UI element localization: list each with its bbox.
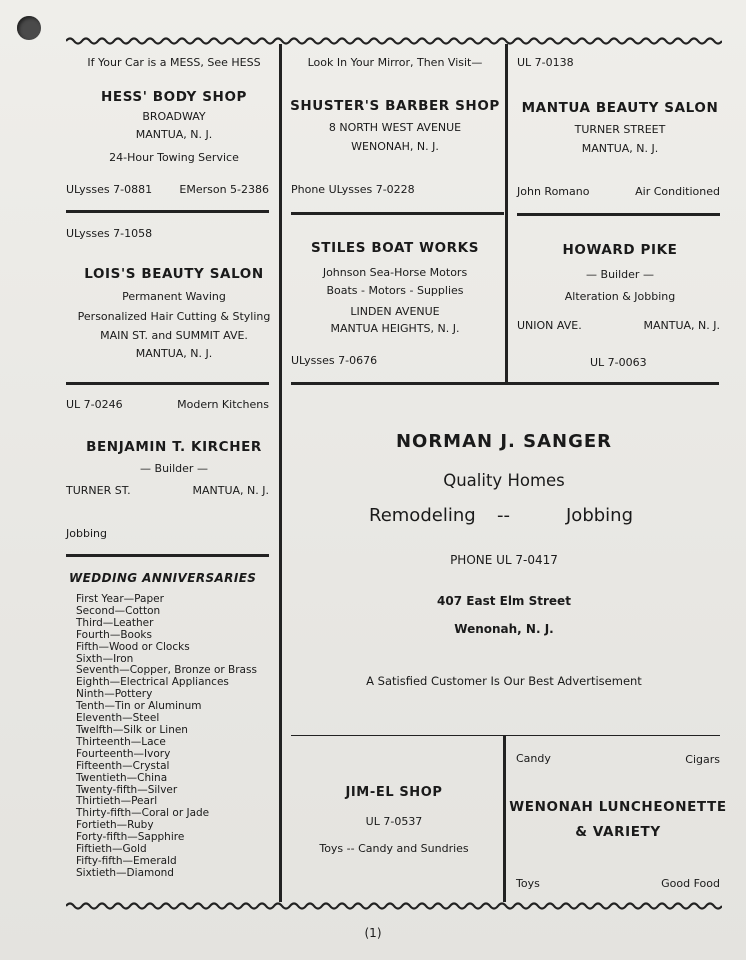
stiles-line-2: Boats - Motors - Supplies <box>326 284 464 297</box>
mantua-beauty-name: MANTUA BEAUTY SALON <box>521 100 719 116</box>
kircher-name: BENJAMIN T. KIRCHER <box>86 439 262 455</box>
stiles-phone: ULysses 7-0676 <box>291 354 378 367</box>
hess-tagline: If Your Car is a MESS, See HESS <box>87 56 261 69</box>
pike-name: HOWARD PIKE <box>562 242 678 258</box>
pike-city: MANTUA, N. J. <box>643 319 720 332</box>
shuster-city: WENONAH, N. J. <box>351 140 439 153</box>
sanger-slogan: A Satisfied Customer Is Our Best Advertisement <box>366 674 642 688</box>
anniversaries-list <box>76 594 257 880</box>
hess-phone-2: EMerson 5-2386 <box>179 183 269 196</box>
list-item: Thirteenth—Lace <box>76 735 166 748</box>
stiles-name: STILES BOAT WORKS <box>310 240 480 256</box>
list-item: Fortieth—Ruby <box>76 819 154 832</box>
mantua-beauty-owner: John Romano <box>517 185 590 198</box>
kircher-feature: Modern Kitchens <box>177 398 269 411</box>
list-item: Thirty-fifth—Coral or Jade <box>76 807 210 820</box>
luncheonette-toys: Toys <box>516 877 540 890</box>
lois-service-1: Permanent Waving <box>122 290 226 303</box>
luncheonette-good-food: Good Food <box>661 877 720 890</box>
lois-city: MANTUA, N. J. <box>135 347 213 360</box>
divider <box>66 210 269 213</box>
hess-street: BROADWAY <box>142 110 206 123</box>
sanger-address: 407 East Elm Street <box>437 594 571 608</box>
list-item: Fifteenth—Crystal <box>76 759 170 772</box>
sanger-separator: -- <box>497 505 510 526</box>
hess-name: HESS' BODY SHOP <box>100 89 248 105</box>
column-divider-right-top <box>505 44 508 384</box>
list-item: Fifty-fifth—Emerald <box>76 854 177 867</box>
pike-services: Alteration & Jobbing <box>564 290 676 303</box>
list-item: Twelfth—Silk or Linen <box>76 723 188 736</box>
mantua-beauty-street: TURNER STREET <box>574 123 666 136</box>
mantua-beauty-feature: Air Conditioned <box>635 185 720 198</box>
list-item: Eleventh—Steel <box>76 712 160 725</box>
sanger-tagline: Quality Homes <box>443 471 565 490</box>
pike-trade: — Builder — <box>586 268 654 281</box>
list-item: Ninth—Pottery <box>76 688 153 701</box>
list-item: Second—Cotton <box>76 604 161 617</box>
shuster-name: SHUSTER'S BARBER SHOP <box>290 98 500 114</box>
list-item: Sixth—Iron <box>76 652 134 665</box>
list-item: Eighth—Electrical Appliances <box>76 676 229 689</box>
kircher-phone: UL 7-0246 <box>66 398 123 411</box>
hess-service: 24-Hour Towing Service <box>109 151 239 164</box>
stiles-line-1: Johnson Sea-Horse Motors <box>322 266 468 279</box>
divider <box>66 382 269 385</box>
hess-phone-1: ULysses 7-0881 <box>66 183 153 196</box>
list-item: Thirtieth—Pearl <box>76 795 158 808</box>
shuster-phone: Phone ULysses 7-0228 <box>291 183 415 196</box>
mantua-beauty-phone: UL 7-0138 <box>517 56 574 69</box>
stiles-street: LINDEN AVENUE <box>350 305 440 318</box>
luncheonette-variety: & VARIETY <box>575 824 661 840</box>
sanger-city: Wenonah, N. J. <box>454 622 554 636</box>
shuster-tagline: Look In Your Mirror, Then Visit— <box>307 56 483 69</box>
list-item: Seventh—Copper, Bronze or Brass <box>76 664 257 677</box>
list-item: Twentieth—China <box>76 771 168 784</box>
pike-phone: UL 7-0063 <box>590 356 647 369</box>
list-item: Tenth—Tin or Aluminum <box>76 700 202 713</box>
jimel-name: JIM-EL SHOP <box>345 785 443 800</box>
list-item: Fourteenth—Ivory <box>76 747 171 760</box>
divider <box>66 554 269 557</box>
divider <box>291 735 720 736</box>
sanger-remodeling: Remodeling <box>369 505 476 526</box>
top-ornament-border <box>66 36 722 46</box>
list-item: Sixtieth—Diamond <box>76 866 174 879</box>
binder-hole <box>17 16 41 40</box>
list-item: Fourth—Books <box>76 628 152 641</box>
list-item: Fiftieth—Gold <box>76 843 147 856</box>
page-number: (1) <box>364 926 382 940</box>
list-item: Fifth—Wood or Clocks <box>76 640 190 653</box>
divider <box>291 212 504 215</box>
sanger-jobbing: Jobbing <box>566 505 634 526</box>
lois-phone: ULysses 7-1058 <box>66 227 153 240</box>
jimel-products: Toys -- Candy and Sundries <box>319 842 469 855</box>
list-item: Twenty-fifth—Silver <box>76 783 178 796</box>
column-divider-right-bottom <box>503 735 506 902</box>
stiles-city: MANTUA HEIGHTS, N. J. <box>330 322 460 335</box>
lois-service-2: Personalized Hair Cutting & Styling <box>77 310 271 323</box>
luncheonette-cigars: Cigars <box>685 753 720 766</box>
mantua-beauty-city: MANTUA, N. J. <box>581 142 659 155</box>
kircher-city: MANTUA, N. J. <box>192 484 269 497</box>
shuster-address: 8 NORTH WEST AVENUE <box>328 121 462 134</box>
sanger-phone: PHONE UL 7-0417 <box>450 553 558 567</box>
hess-city: MANTUA, N. J. <box>135 128 213 141</box>
kircher-jobbing: Jobbing <box>66 527 107 540</box>
anniversaries-title: WEDDING ANNIVERSARIES <box>69 571 257 585</box>
pike-street: UNION AVE. <box>517 319 582 332</box>
sanger-name: NORMAN J. SANGER <box>395 431 613 452</box>
list-item: Third—Leather <box>76 616 154 629</box>
luncheonette-name: WENONAH LUNCHEONETTE <box>509 799 727 815</box>
divider <box>517 213 720 216</box>
lois-address: MAIN ST. and SUMMIT AVE. <box>100 329 248 342</box>
bottom-ornament-border <box>66 901 722 911</box>
lois-name: LOIS'S BEAUTY SALON <box>84 266 264 282</box>
list-item: Forty-fifth—Sapphire <box>76 831 185 844</box>
luncheonette-candy: Candy <box>516 752 551 765</box>
kircher-trade: — Builder — <box>140 462 208 475</box>
kircher-street: TURNER ST. <box>66 484 131 497</box>
jimel-phone: UL 7-0537 <box>365 815 423 828</box>
divider <box>291 382 719 385</box>
list-item: First Year—Paper <box>76 593 164 605</box>
